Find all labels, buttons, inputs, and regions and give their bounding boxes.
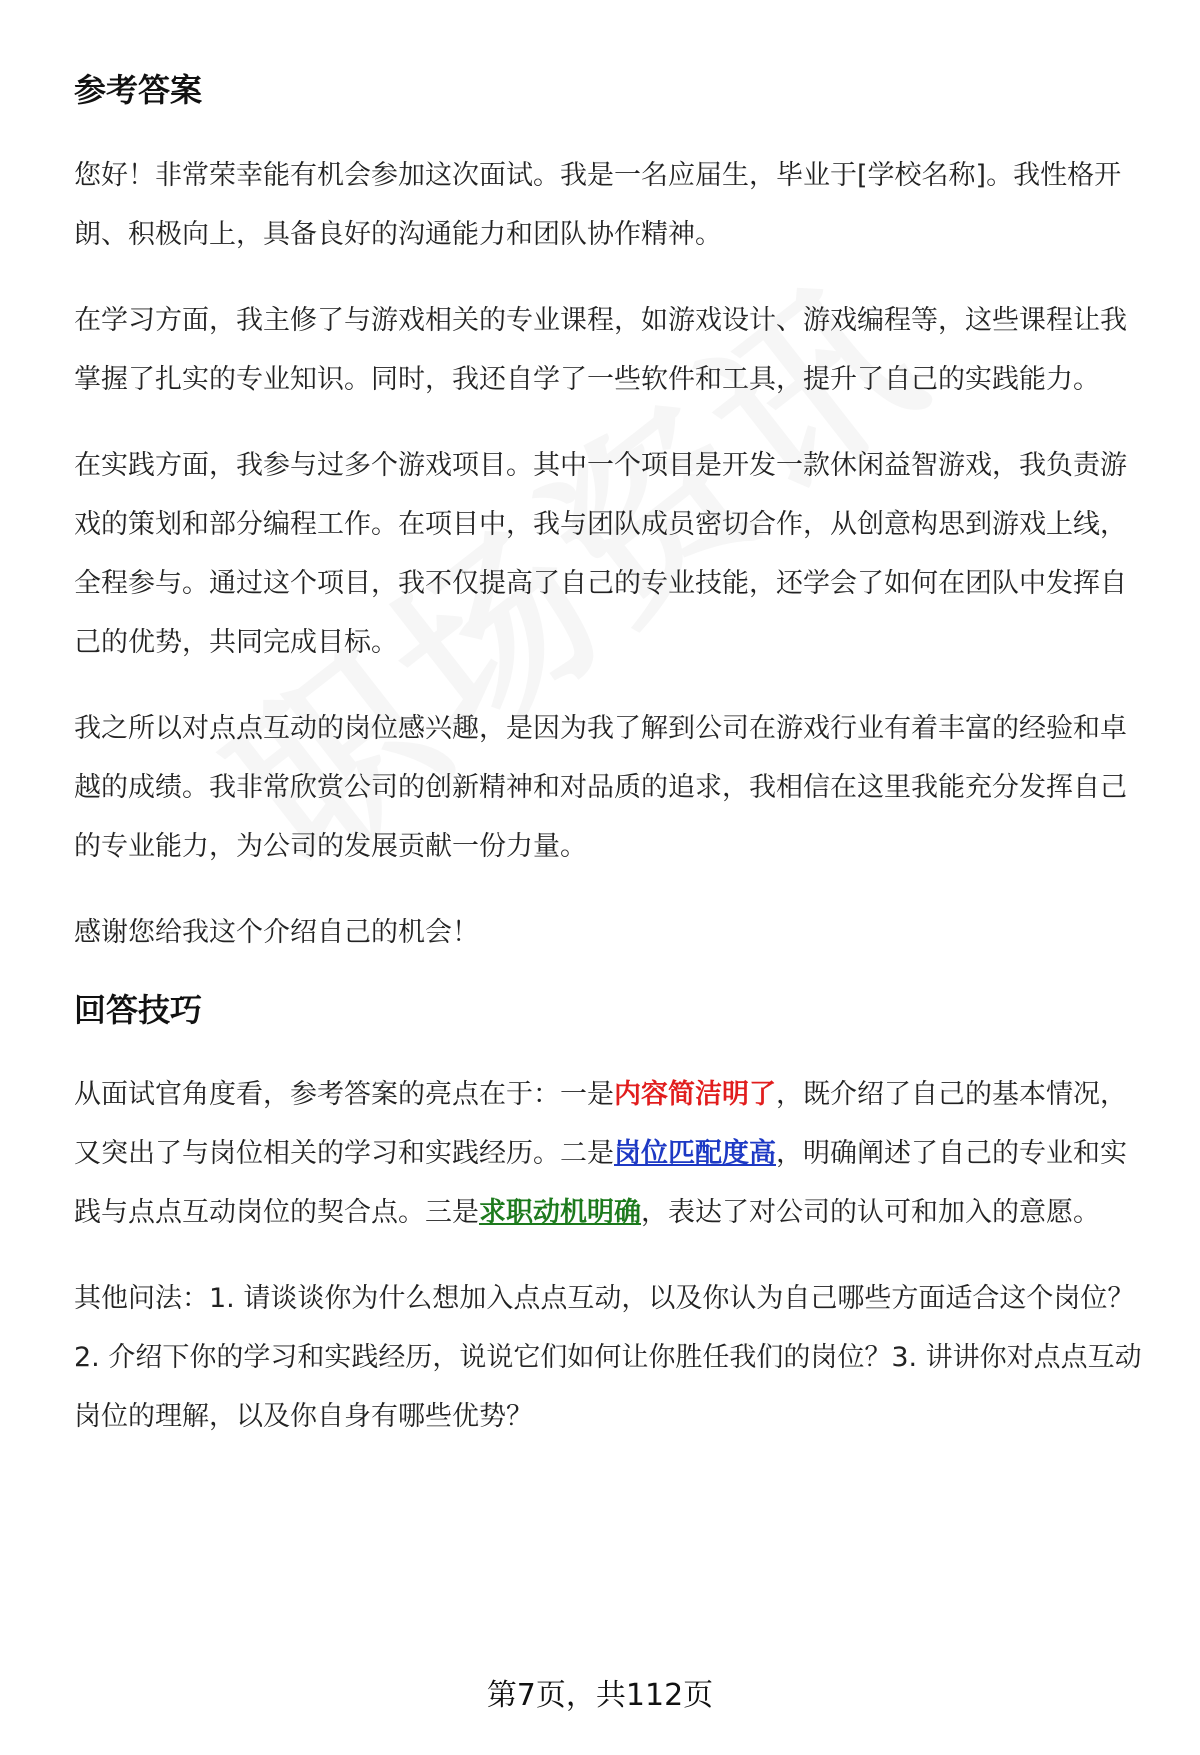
highlight-job-match: 岗位匹配度高 <box>614 1138 776 1170</box>
tips-text-part-4: ，表达了对公司的认可和加入的意愿。 <box>641 1197 1100 1229</box>
answer-paragraph-1: 您好！非常荣幸能有机会参加这次面试。我是一名应届生，毕业于[学校名称]。我性格开朗、积极向上，具备良好的沟通能力和团队协作精神。 <box>74 159 1122 250</box>
answer-paragraph-5: 感谢您给我这个介绍自己的机会！ <box>74 916 479 948</box>
highlight-motivation: 求职动机明确 <box>479 1197 641 1229</box>
answer-paragraph-4: 我之所以对点点互动的岗位感兴趣，是因为我了解到公司在游戏行业有着丰富的经验和卓越的成绩。我非常欣赏公司的创新精神和对品质的追求，我相信在这里我能充分发挥自己的专业能力，为公司的发展贡献一份力量。 <box>74 712 1127 862</box>
document-page <box>74 60 1150 1446</box>
page-number: 第7页，共112页 <box>486 1678 714 1713</box>
tips-text-part-1: 从面试官角度看，参考答案的亮点在于：一是 <box>74 1079 614 1111</box>
answer-paragraph-3: 在实践方面，我参与过多个游戏项目。其中一个项目是开发一款休闲益智游戏，我负责游戏的策划和部分编程工作。在项目中，我与团队成员密切合作，从创意构思到游戏上线，全程参与。通过这个项目，我不仅提高了自己的专业技能，还学会了如何在团队中发挥自己的优势，共同完成目标。 <box>74 449 1127 658</box>
tips-heading: 回答技巧 <box>74 990 203 1029</box>
answer-heading: 参考答案 <box>74 71 203 109</box>
highlight-concise: 内容简洁明了 <box>614 1079 776 1111</box>
answer-paragraph-2: 在学习方面，我主修了与游戏相关的专业课程，如游戏设计、游戏编程等，这些课程让我掌握了扎实的专业知识。同时，我还自学了一些软件和工具，提升了自己的实践能力。 <box>74 304 1127 395</box>
tips-paragraph <box>74 1065 1150 1242</box>
tips-text-part-3: ，明确阐述了自己的专业和实践与点点互动岗位的契合点。三是 <box>74 1138 1127 1229</box>
tips-text-part-2: ，既介绍了自己的基本情况，又突出了与岗位相关的学习和实践经历。二是 <box>74 1079 1127 1170</box>
other-questions-paragraph: 其他问法：1. 请谈谈你为什么想加入点点互动，以及你认为自己哪些方面适合这个岗位？2. 介绍下你的学习和实践经历，说说它们如何让你胜任我们的岗位？3. 讲讲你对点点互动岗位的理解，以及你自身有哪些优势？ <box>74 1283 1142 1433</box>
